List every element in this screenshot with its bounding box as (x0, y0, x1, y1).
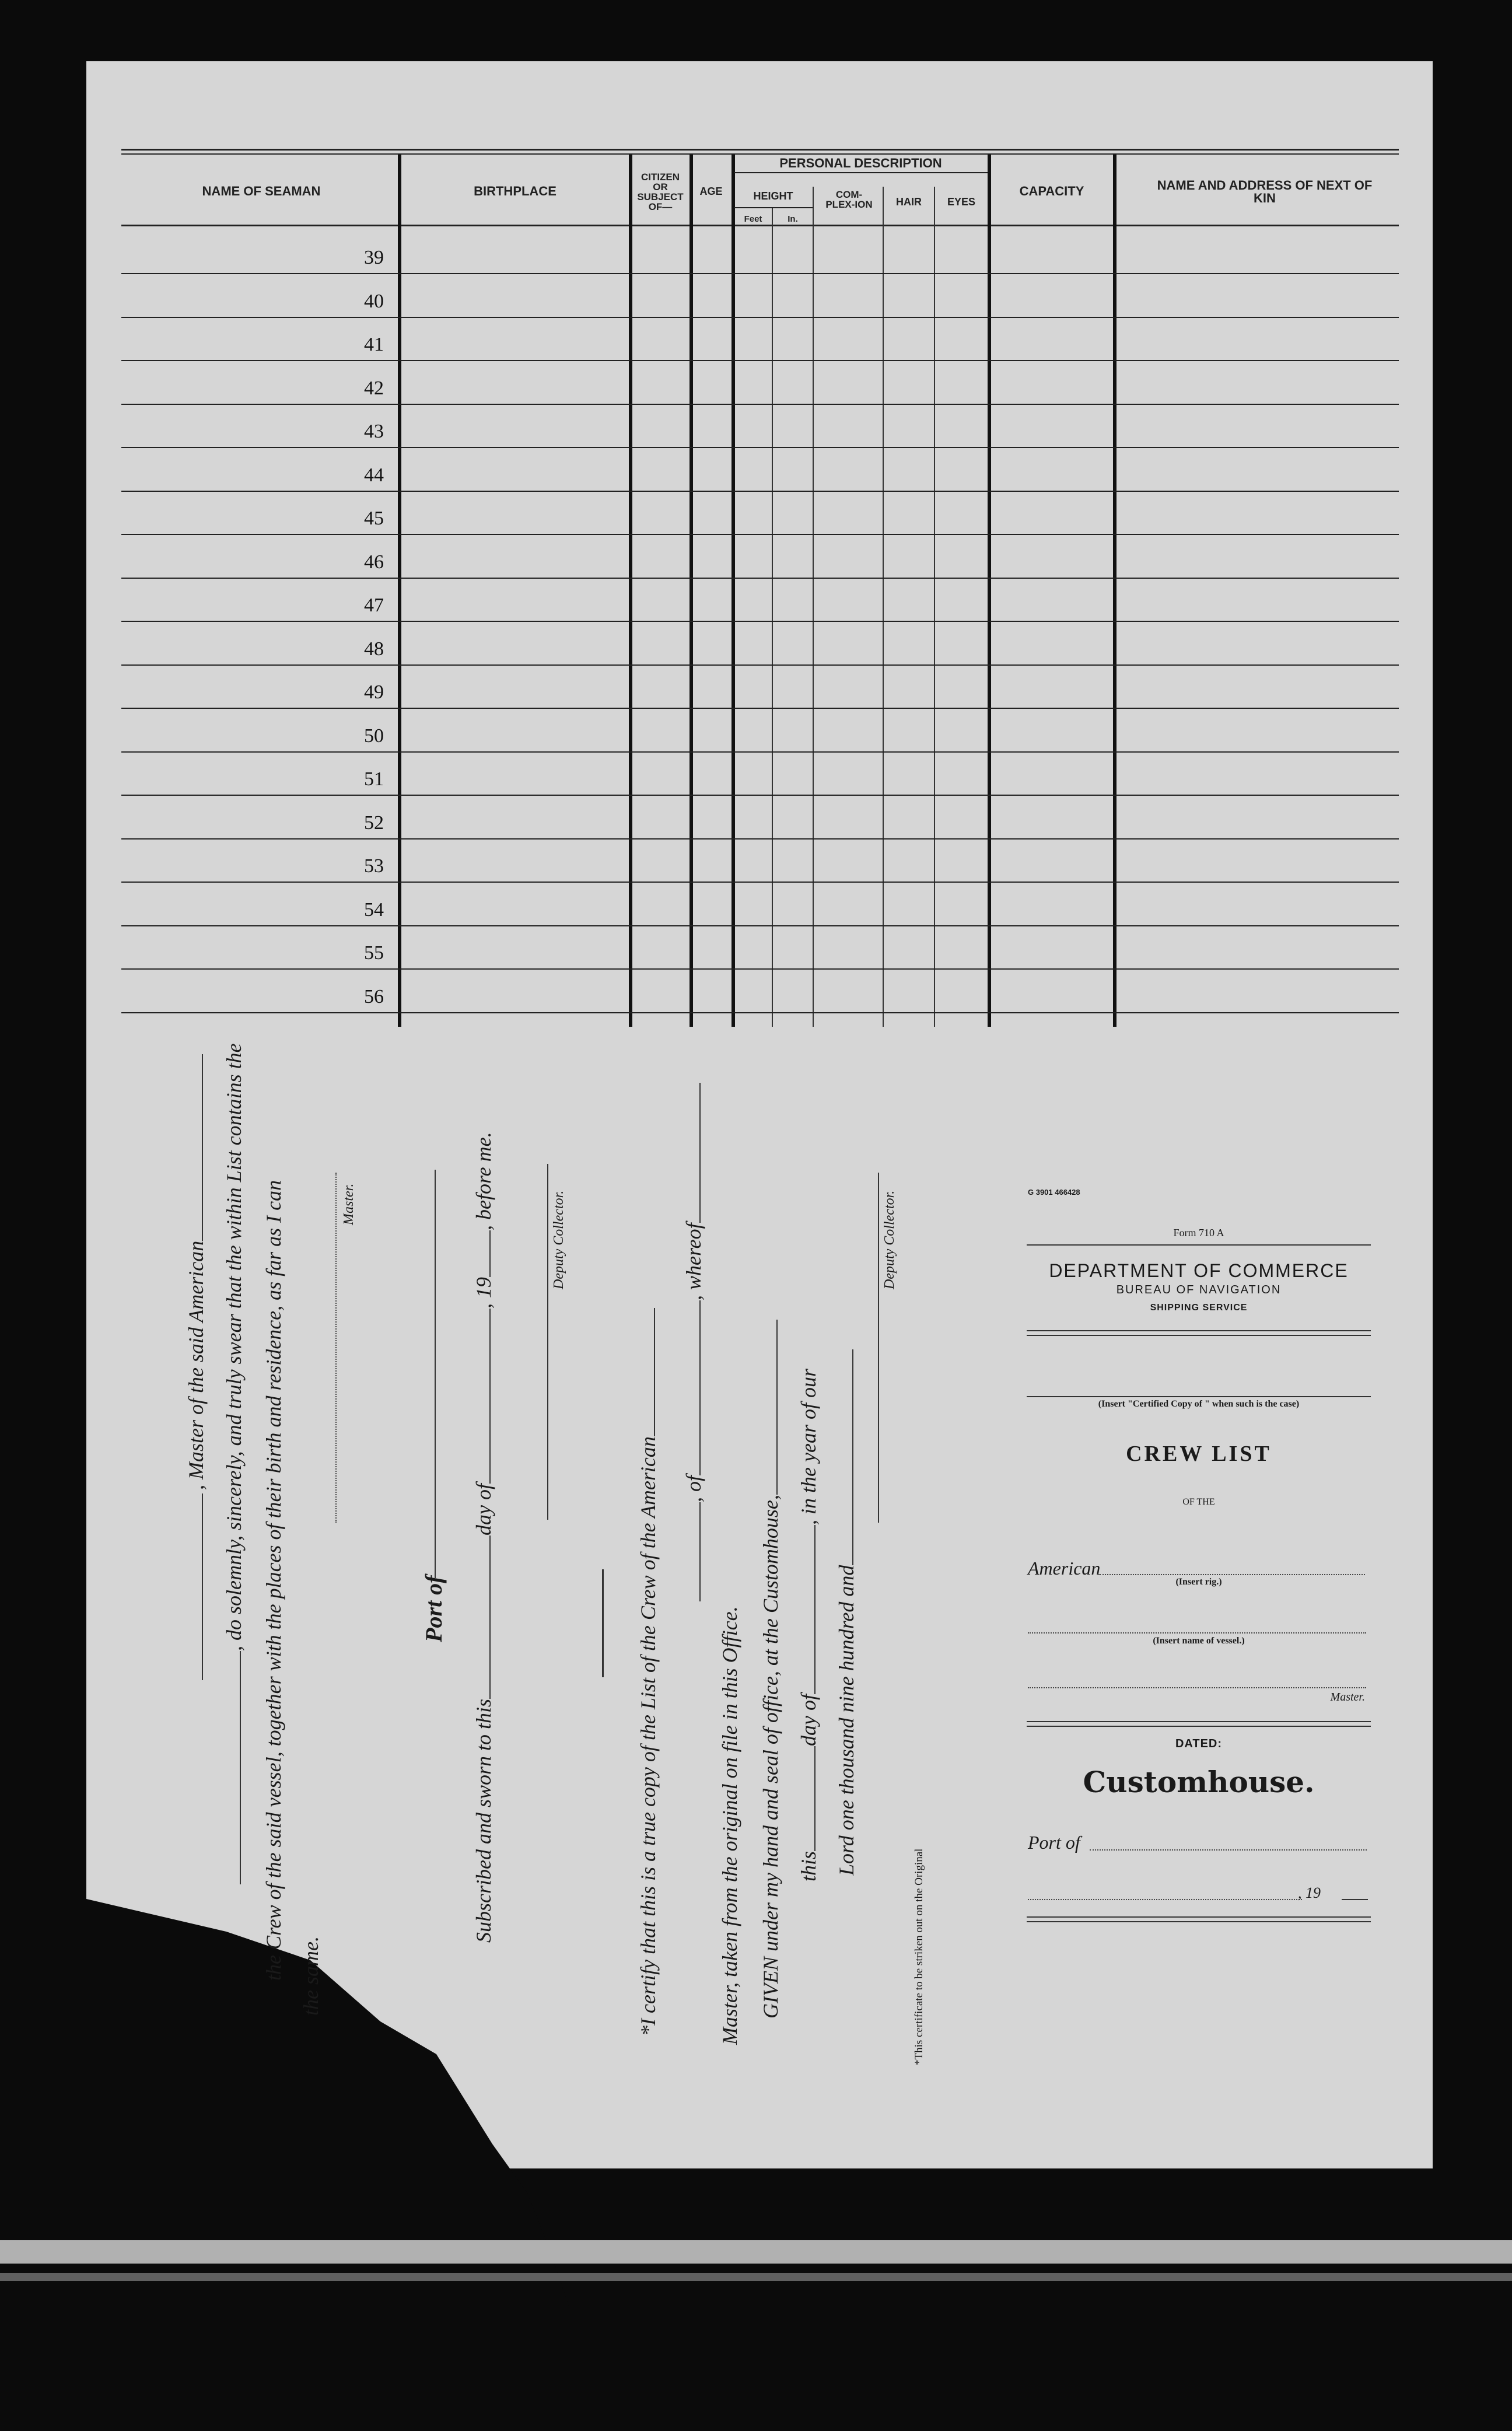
scanner-edge-shadow (0, 2273, 1512, 2281)
certify-line-5: thisday of, in the year of our (797, 1369, 820, 1881)
certify-line-1: *I certify that this is a true copy of the List of the Crew of the American (636, 1308, 660, 2036)
row-number: 48 (364, 638, 384, 660)
row-number: 54 (364, 899, 384, 921)
service-title: SHIPPING SERVICE (1150, 1303, 1248, 1313)
header-feet: Feet (744, 214, 762, 224)
form-number: Form 710 A (1173, 1227, 1224, 1239)
of-the-label: OF THE (1182, 1497, 1215, 1507)
row-number: 39 (364, 247, 384, 268)
department-title: DEPARTMENT OF COMMERCE (1049, 1260, 1349, 1281)
row-number: 42 (364, 377, 384, 399)
master-label: Master. (341, 1183, 356, 1225)
print-code: G 3901 466428 (1028, 1188, 1080, 1197)
oath-line-3: the Crew of the said vessel, together with the places of their birth and residence, as far as I can (262, 1180, 285, 1981)
row-number: 46 (364, 551, 384, 573)
scanner-edge (0, 2240, 1512, 2264)
header-complexion: COM-PLEX-ION (825, 189, 873, 210)
port-line (435, 1170, 436, 1578)
separator-rule (602, 1569, 604, 1677)
bureau-title: BUREAU OF NAVIGATION (1116, 1283, 1282, 1296)
row-number: 43 (364, 421, 384, 442)
deputy-signature-line (547, 1164, 548, 1520)
oath-line-1: , Master of the said American (184, 1054, 208, 1680)
row-number: 44 (364, 464, 384, 486)
master-signature-line (335, 1173, 338, 1523)
oath-line-4: the same. (299, 1936, 323, 2016)
row-number: 53 (364, 855, 384, 877)
row-number: 49 (364, 681, 384, 703)
crew-table (121, 149, 1399, 1027)
row-number: 41 (364, 334, 384, 355)
insert-rig-label: (Insert rig.) (1175, 1577, 1222, 1587)
oath-line-2: , do solemnly, sincerely, and truly swear that the within List contains the (222, 1043, 246, 1884)
header-capacity: CAPACITY (1019, 184, 1084, 198)
row-number: 55 (364, 942, 384, 964)
certify-line-3: Master, taken from the original on file in this Office. (718, 1606, 741, 2045)
header-name-of-seaman: NAME OF SEAMAN (202, 184, 321, 198)
rig-field[interactable] (1100, 1574, 1365, 1575)
row-number: 51 (364, 768, 384, 790)
certify-line-4: GIVEN under my hand and seal of office, at the Customhouse, (758, 1320, 783, 2019)
certify-footnote: *This certificate to be striken out on the Original (913, 1848, 925, 2065)
header-next-of-kin: NAME AND ADDRESS OF NEXT OF KIN (1157, 178, 1373, 205)
header-age: AGE (699, 186, 723, 197)
vessel-name-field[interactable] (1028, 1632, 1366, 1634)
dated-label: DATED: (1175, 1737, 1223, 1750)
customhouse-title: Customhouse. (1083, 1765, 1315, 1799)
date-field[interactable] (1028, 1899, 1302, 1900)
certify-line-6: Lord one thousand nine hundred and (834, 1349, 859, 1876)
row-number: 45 (364, 508, 384, 529)
row-number: 52 (364, 812, 384, 834)
header-citizen: CITIZEN OR SUBJECT OF— (637, 172, 684, 212)
subscribed-line: Subscribed and sworn to thisday of, 19, before me. (472, 1132, 495, 1943)
row-number: 56 (364, 986, 384, 1008)
crew-list-title: CREW LIST (1126, 1442, 1272, 1466)
certify-line-2: , of, whereof (681, 1083, 706, 1601)
header-birthplace: BIRTHPLACE (474, 184, 556, 198)
insert-name-label: (Insert name of vessel.) (1153, 1636, 1245, 1646)
certify-deputy-line (878, 1173, 879, 1523)
subscribed-port: Port of (421, 1575, 447, 1642)
header-eyes: EYES (947, 196, 976, 208)
row-number: 40 (364, 291, 384, 312)
american-label: American (1028, 1558, 1101, 1579)
year-label-cover: , 19 (1298, 1884, 1321, 1901)
row-number: 50 (364, 725, 384, 747)
header-height: HEIGHT (753, 190, 793, 202)
master-label-cover: Master. (1330, 1691, 1365, 1704)
port-field[interactable] (1090, 1849, 1367, 1851)
certify-deputy-label: Deputy Collector. (882, 1190, 897, 1289)
header-hair: HAIR (896, 196, 922, 208)
master-field[interactable] (1028, 1687, 1366, 1688)
port-label-cover: Port of (1028, 1832, 1080, 1853)
subscribed-deputy-label: Deputy Collector. (551, 1190, 566, 1289)
header-inches: In. (788, 214, 798, 224)
insert-certified-note: (Insert "Certified Copy of " when such is the case) (1098, 1399, 1300, 1409)
row-number: 47 (364, 594, 384, 616)
header-personal-description: PERSONAL DESCRIPTION (779, 156, 942, 170)
